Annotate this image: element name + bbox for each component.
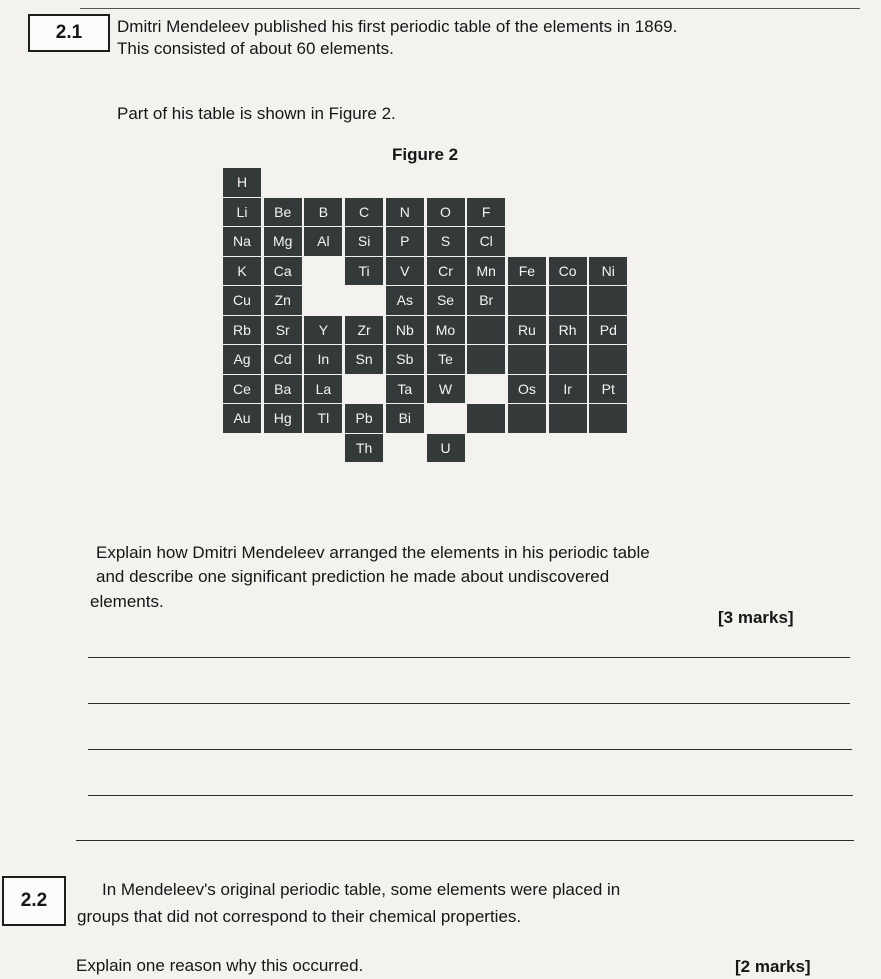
page-top-edge xyxy=(80,8,860,9)
element-cell-zn: Zn xyxy=(263,285,303,316)
element-cell-mn: Mn xyxy=(466,256,506,287)
element-cell-li: Li xyxy=(222,197,262,228)
q21-prompt-line1: Explain how Dmitri Mendeleev arranged the elements in his periodic table xyxy=(96,543,650,562)
element-cell-c: C xyxy=(344,197,384,228)
table-cell-empty xyxy=(466,403,506,434)
element-cell-se: Se xyxy=(426,285,466,316)
answer-line-3[interactable] xyxy=(88,749,852,750)
table-cell-empty xyxy=(507,285,547,316)
table-cell-empty xyxy=(507,403,547,434)
element-cell-ba: Ba xyxy=(263,374,303,405)
q21-line2: This consisted of about 60 elements. xyxy=(117,39,394,58)
q22-line3: Explain one reason why this occurred. xyxy=(76,956,364,975)
question-number-2-2: 2.2 xyxy=(2,876,66,926)
element-cell-ni: Ni xyxy=(588,256,628,287)
element-cell-bi: Bi xyxy=(385,403,425,434)
element-cell-p: P xyxy=(385,226,425,257)
q21-line1: Dmitri Mendeleev published his first periodic table of the elements in 1869. xyxy=(117,17,678,36)
element-cell-ti: Ti xyxy=(344,256,384,287)
element-cell-nb: Nb xyxy=(385,315,425,346)
element-cell-rb: Rb xyxy=(222,315,262,346)
element-cell-b: B xyxy=(303,197,343,228)
element-cell-o: O xyxy=(426,197,466,228)
element-cell-si: Si xyxy=(344,226,384,257)
table-cell-empty xyxy=(588,344,628,375)
element-cell-w: W xyxy=(426,374,466,405)
element-cell-mg: Mg xyxy=(263,226,303,257)
element-cell-os: Os xyxy=(507,374,547,405)
element-cell-al: Al xyxy=(303,226,343,257)
element-cell-tl: Tl xyxy=(303,403,343,434)
element-cell-n: N xyxy=(385,197,425,228)
element-cell-th: Th xyxy=(344,433,384,464)
element-cell-mo: Mo xyxy=(426,315,466,346)
element-cell-ca: Ca xyxy=(263,256,303,287)
table-cell-empty xyxy=(548,285,588,316)
element-cell-u: U xyxy=(426,433,466,464)
element-cell-v: V xyxy=(385,256,425,287)
element-cell-te: Te xyxy=(426,344,466,375)
element-cell-na: Na xyxy=(222,226,262,257)
element-cell-y: Y xyxy=(303,315,343,346)
q22-marks: [2 marks] xyxy=(735,957,811,976)
element-cell-zr: Zr xyxy=(344,315,384,346)
element-cell-au: Au xyxy=(222,403,262,434)
element-cell-co: Co xyxy=(548,256,588,287)
element-cell-in: In xyxy=(303,344,343,375)
element-cell-sn: Sn xyxy=(344,344,384,375)
element-cell-ta: Ta xyxy=(385,374,425,405)
answer-line-1[interactable] xyxy=(88,657,850,658)
element-cell-ru: Ru xyxy=(507,315,547,346)
element-cell-h: H xyxy=(222,167,262,198)
element-cell-ir: Ir xyxy=(548,374,588,405)
element-cell-fe: Fe xyxy=(507,256,547,287)
element-cell-br: Br xyxy=(466,285,506,316)
table-cell-empty xyxy=(507,344,547,375)
question-number-2-1: 2.1 xyxy=(28,14,110,52)
element-cell-sb: Sb xyxy=(385,344,425,375)
table-cell-empty xyxy=(548,403,588,434)
element-cell-ce: Ce xyxy=(222,374,262,405)
q21-prompt-line2: and describe one significant prediction he made about undiscovered xyxy=(96,567,610,586)
table-cell-empty xyxy=(588,285,628,316)
element-cell-cu: Cu xyxy=(222,285,262,316)
answer-line-4[interactable] xyxy=(88,795,853,796)
element-cell-pb: Pb xyxy=(344,403,384,434)
table-cell-empty xyxy=(548,344,588,375)
q21-prompt-line3: elements. xyxy=(90,592,164,611)
q22-line1: In Mendeleev's original periodic table, some elements were placed in xyxy=(102,880,621,899)
element-cell-cr: Cr xyxy=(426,256,466,287)
element-cell-la: La xyxy=(303,374,343,405)
element-cell-k: K xyxy=(222,256,262,287)
element-cell-sr: Sr xyxy=(263,315,303,346)
table-cell-empty xyxy=(588,403,628,434)
element-cell-ag: Ag xyxy=(222,344,262,375)
element-cell-rh: Rh xyxy=(548,315,588,346)
answer-line-5[interactable] xyxy=(76,840,854,841)
element-cell-pd: Pd xyxy=(588,315,628,346)
element-cell-be: Be xyxy=(263,197,303,228)
answer-line-2[interactable] xyxy=(88,703,850,704)
element-cell-pt: Pt xyxy=(588,374,628,405)
figure-title: Figure 2 xyxy=(392,145,459,164)
element-cell-s: S xyxy=(426,226,466,257)
q21-marks: [3 marks] xyxy=(718,608,794,627)
table-cell-empty xyxy=(466,315,506,346)
element-cell-cd: Cd xyxy=(263,344,303,375)
table-cell-empty xyxy=(466,344,506,375)
element-cell-hg: Hg xyxy=(263,403,303,434)
q21-line3: Part of his table is shown in Figure 2. xyxy=(117,104,396,123)
element-cell-as: As xyxy=(385,285,425,316)
element-cell-cl: Cl xyxy=(466,226,506,257)
element-cell-f: F xyxy=(466,197,506,228)
q22-line2: groups that did not correspond to their chemical properties. xyxy=(77,907,522,926)
